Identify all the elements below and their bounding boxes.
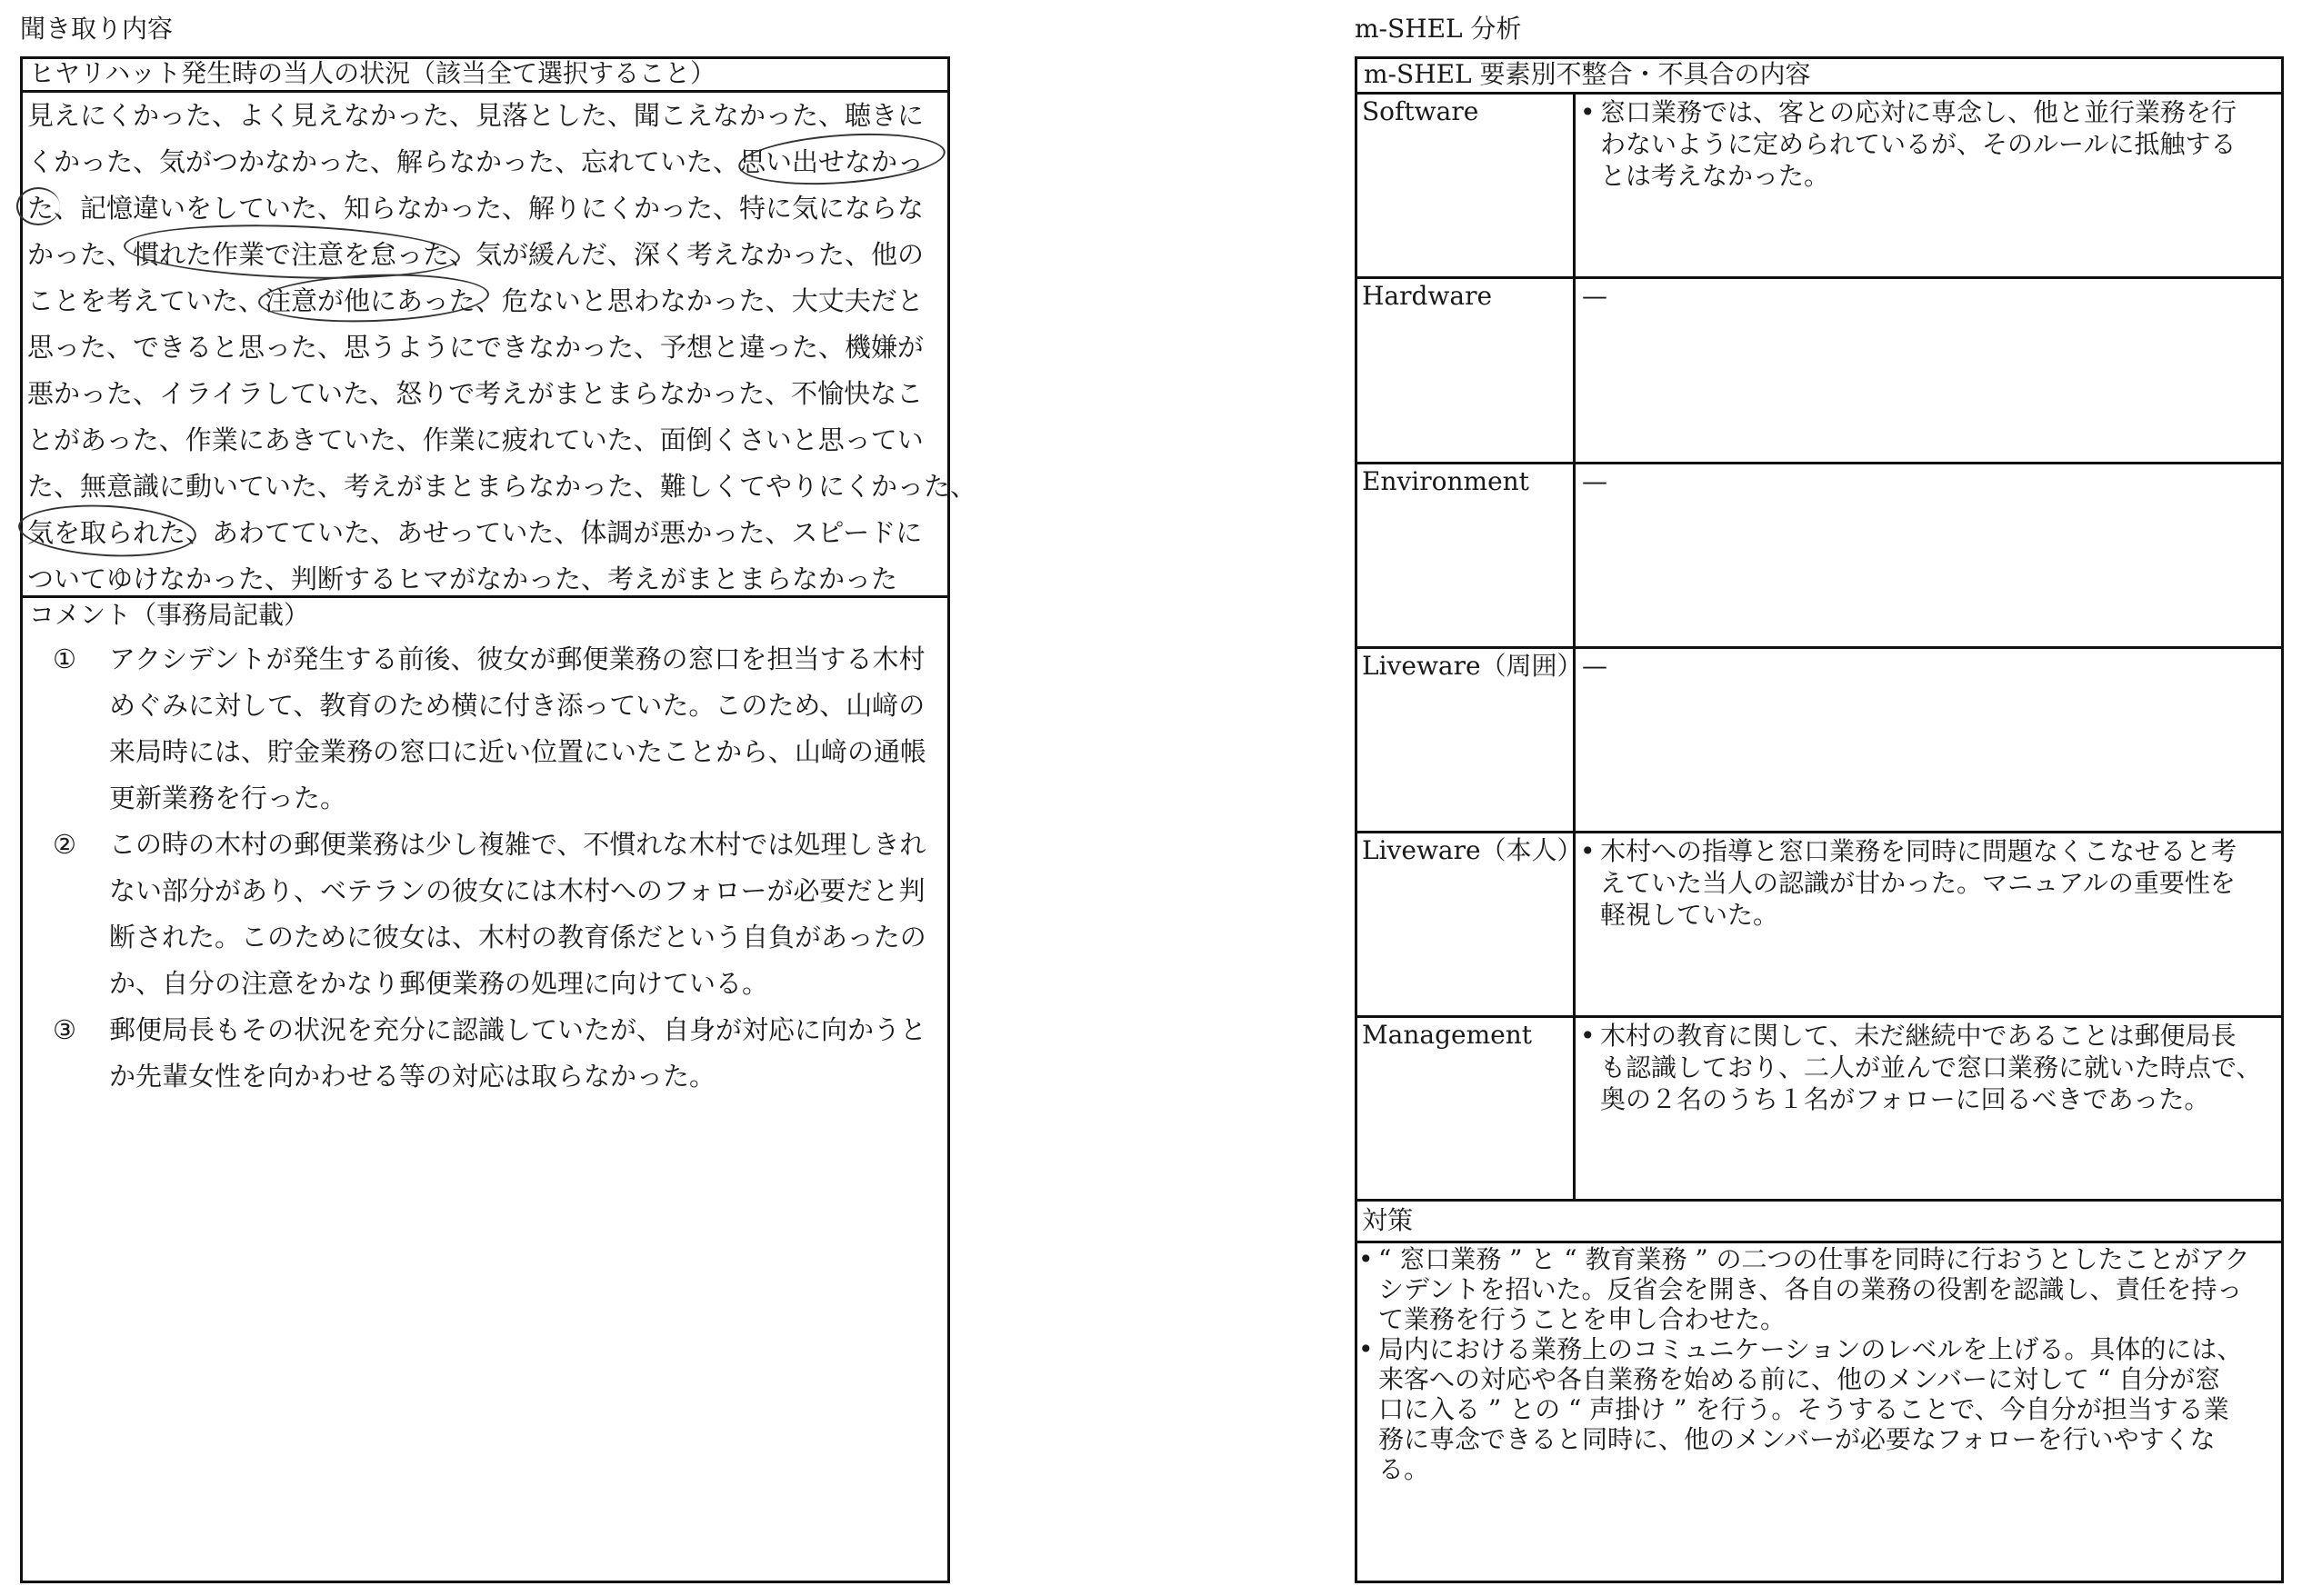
row-divider [1355, 1199, 2284, 1202]
countermeasure-line: る。 [1378, 1454, 1430, 1484]
comment-line: か先輩女性を向かわせる等の対応は取らなかった。 [109, 1061, 716, 1092]
comment-line: 断された。このために彼女は、木村の教育係だという自負があったの [109, 922, 926, 953]
comment-line: ない部分があり、ベテランの彼女には木村へのフォローが必要だと判 [109, 875, 926, 906]
countermeasure-line: シデントを招いた。反省会を開き、各自の業務の役割を認識し、責任を持っ [1378, 1274, 2243, 1304]
row-label-liveware-self: Liveware（本人） [1362, 835, 1583, 865]
comment-line: か、自分の注意をかなり郵便業務の処理に向けている。 [109, 968, 769, 999]
bullet: • [1580, 1021, 1596, 1051]
countermeasure-line: 来客への対応や各自業務を始める前に、他のメンバーに対して “ 自分が窓 [1378, 1364, 2221, 1394]
row-content-line: わないように定められているが、そのルールに抵触する [1600, 129, 2237, 159]
row-divider [1355, 462, 2284, 464]
row-label-hardware: Hardware [1362, 281, 1493, 311]
left-section-heading: 聞き取り内容 [20, 14, 174, 44]
bullet: • [1358, 1334, 1374, 1364]
row-label-liveware-surroundings: Liveware（周囲） [1362, 651, 1583, 681]
countermeasure-header: 対策 [1362, 1205, 1414, 1235]
countermeasure-line: “ 窓口業務 ” と “ 教育業務 ” の二つの仕事を同時に行おうとしたことがアク [1378, 1244, 2250, 1274]
selection-circle-omoidase-left [16, 187, 60, 225]
situation-line: とがあった、作業にあきていた、作業に疲れていた、面倒くさいと思ってい [27, 424, 924, 455]
row-content-line: えていた当人の認識が甘かった。マニュアルの重要性を [1600, 868, 2236, 898]
comment-line: 更新業務を行った。 [109, 783, 347, 813]
situation-line: た、記憶違いをしていた、知らなかった、解りにくかった、特に気にならな [27, 193, 925, 224]
countermeasure-line: 口に入る ” との “ 声掛け ” を行う。そうすることで、今自分が担当する業 [1378, 1394, 2229, 1424]
comment-line: 来局時には、貯金業務の窓口に近い位置にいたことから、山﨑の通帳 [109, 736, 927, 767]
row-divider [1355, 1015, 2284, 1018]
countermeasure-line: て業務を行うことを申し合わせた。 [1378, 1304, 1787, 1334]
countermeasure-line: 局内における業務上のコミュニケーションのレベルを上げる。具体的には、 [1378, 1334, 2243, 1364]
comment-header: コメント（事務局記載） [29, 600, 310, 630]
row-content-hardware: — [1582, 281, 1607, 311]
row-label-management: Management [1362, 1020, 1532, 1050]
comment-number: ① [53, 643, 76, 674]
comment-line: めぐみに対して、教育のため横に付き添っていた。このため、山﨑の [109, 690, 926, 721]
situation-line: 思った、できると思った、思うようにできなかった、予想と違った、機嫌が [27, 332, 925, 363]
row-label-environment: Environment [1362, 466, 1529, 496]
row-content-line: 木村の教育に関して、未だ継続中であることは郵便局長 [1600, 1021, 2237, 1051]
situation-header: ヒヤリハット発生時の当人の状況（該当全て選択すること） [29, 58, 716, 88]
row-content-liveware-surroundings: — [1582, 651, 1607, 681]
row-content-line: 木村への指導と窓口業務を同時に問題なくこなせると考 [1600, 836, 2237, 866]
row-divider [1355, 276, 2284, 279]
situation-line: 悪かった、イライラしていた、怒りで考えがまとまらなかった、不愉快なこ [27, 378, 924, 409]
row-content-line: 軽視していた。 [1600, 900, 1779, 930]
row-content-line: も認識しており、二人が並んで窓口業務に就いた時点で、 [1600, 1052, 2262, 1082]
table-header: m-SHEL 要素別不整合・不具合の内容 [1364, 59, 1811, 89]
table-header-divider [1355, 92, 2284, 95]
comment-line: 郵便局長もその状況を充分に認識していたが、自身が対応に向かうと [109, 1014, 927, 1045]
row-divider [1355, 831, 2284, 833]
situation-line: た、無意識に動いていた、考えがまとまらなかった、難しくてやりにくかった、 [27, 471, 977, 502]
situation-line: ついてゆけなかった、判断するヒマがなかった、考えがまとまらなかった [27, 564, 898, 594]
bullet: • [1580, 836, 1596, 866]
comment-number: ③ [53, 1014, 76, 1045]
situation-line: 気を取られた、あわてていた、あせっていた、体調が悪かった、スピードに [27, 517, 923, 548]
comment-line: この時の木村の郵便業務は少し複雑で、不慣れな木村では処理しきれ [109, 829, 926, 860]
row-content-line: 窓口業務では、客との応対に専念し、他と並行業務を行 [1600, 97, 2237, 127]
row-content-line: とは考えなかった。 [1600, 161, 1830, 191]
label-column-divider [1573, 92, 1576, 1199]
row-content-line: 奥の２名のうち１名がフォローに回るべきであった。 [1600, 1084, 2210, 1114]
bullet: • [1580, 97, 1596, 127]
row-content-software [1580, 96, 2237, 192]
row-content-environment: — [1582, 466, 1607, 496]
comment-line: アクシデントが発生する前後、彼女が郵便業務の窓口を担当する木村 [109, 643, 926, 674]
situation-line: くかった、気がつかなかった、解らなかった、忘れていた、思い出せなかっ [27, 146, 925, 177]
right-section-heading: m-SHEL 分析 [1355, 14, 1522, 44]
countermeasure-line: 務に専念できると同時に、他のメンバーが必要なフォローを行いやすくな [1378, 1424, 2216, 1454]
row-label-software: Software [1362, 96, 1479, 126]
comment-number: ② [53, 829, 76, 860]
row-content-management [1580, 1020, 2261, 1115]
situation-line: かった、慣れた作業で注意を怠った、気が緩んだ、深く考えなかった、他の [27, 239, 925, 270]
row-divider [1355, 646, 2284, 649]
row-content-liveware-self [1580, 835, 2237, 931]
countermeasure-list [1358, 1244, 2250, 1484]
situation-line: 見えにくかった、よく見えなかった、見落とした、聞こえなかった、聴きに [27, 100, 925, 131]
bullet: • [1358, 1244, 1374, 1274]
situation-line: ことを考えていた、注意が他にあった、危ないと思わなかった、大丈夫だと [27, 285, 924, 316]
countermeasure-header-divider [1355, 1241, 2284, 1243]
